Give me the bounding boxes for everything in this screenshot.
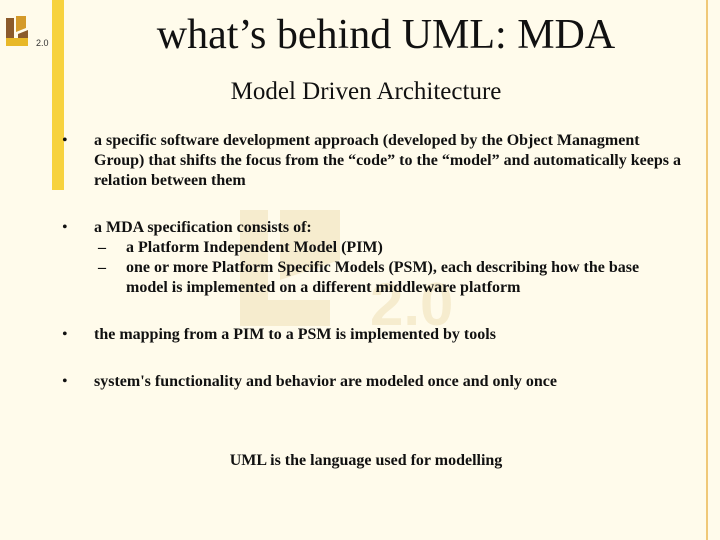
bullet-text: a MDA specification consists of: [94, 219, 312, 236]
logo-version: 2.0 [36, 38, 49, 48]
bullet-marker: • [62, 219, 68, 236]
right-divider [706, 0, 708, 540]
footer-note: UML is the language used for modelling [229, 452, 503, 469]
slide-title: what’s behind UML: MDA [156, 12, 616, 58]
bullet-text: system's functionality and behavior are modeled once and only once [94, 373, 557, 390]
bullet-marker: • [62, 132, 68, 149]
bullet-text: a specific software development approach (developed by the Object Managment Group) that shifts the focus from the “code” to the “model” and automatically keeps a relation between them [94, 132, 681, 189]
sub-bullet-text: a Platform Independent Model (PIM) [126, 239, 383, 256]
bullet-item [62, 372, 682, 392]
sub-bullet-item [94, 258, 682, 298]
bullet-item [62, 218, 682, 298]
dash-marker: – [98, 239, 106, 256]
uml-logo [4, 14, 54, 54]
bullet-marker: • [62, 373, 68, 390]
dash-marker: – [98, 259, 106, 276]
bullet-text: the mapping from a PIM to a PSM is implemented by tools [94, 326, 496, 343]
svg-text:2.0: 2.0 [370, 271, 454, 338]
bullet-item [62, 131, 682, 191]
sub-bullet-item [94, 238, 682, 258]
slide-subtitle: Model Driven Architecture [230, 78, 502, 105]
bullet-item [62, 325, 682, 345]
bullet-marker: • [62, 326, 68, 343]
sub-bullet-list [94, 238, 682, 298]
sub-bullet-text: one or more Platform Specific Models (PSM), each describing how the base model is implemented on a different middleware platform [126, 259, 640, 296]
bullet-list [62, 131, 682, 419]
